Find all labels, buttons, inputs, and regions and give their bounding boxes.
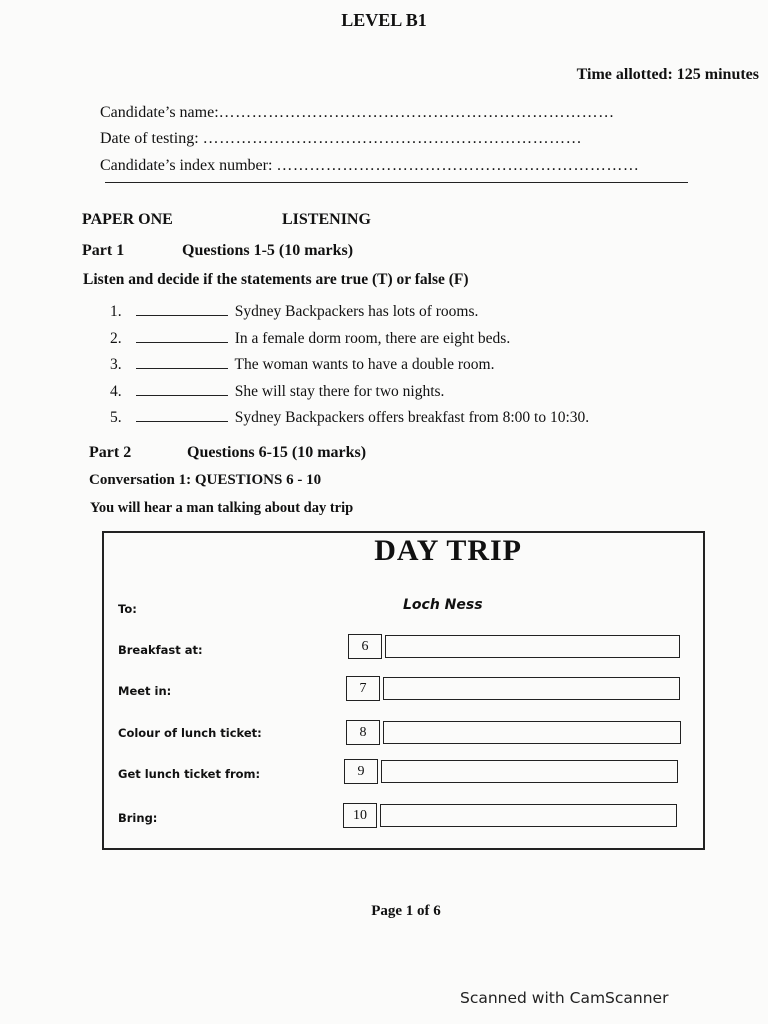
part1-questions: Questions 1-5 (10 marks) bbox=[182, 242, 354, 259]
statement-text: Sydney Backpackers has lots of rooms. bbox=[234, 303, 479, 320]
question-number: 9 bbox=[344, 759, 378, 784]
statement-number: 4. bbox=[110, 383, 122, 400]
date-of-testing-line bbox=[100, 130, 582, 148]
statement-row bbox=[110, 303, 478, 321]
answer-box[interactable] bbox=[383, 721, 681, 744]
candidate-name-field[interactable]: ……………………………………………………………… bbox=[218, 104, 615, 121]
candidate-name-line bbox=[100, 104, 615, 122]
bleed-through-text bbox=[300, 60, 303, 76]
form-title: DAY TRIP bbox=[374, 534, 522, 567]
question-number: 10 bbox=[343, 803, 377, 828]
part2-questions: Questions 6-15 (10 marks) bbox=[187, 444, 367, 461]
answer-box[interactable] bbox=[380, 804, 677, 827]
paper-label: PAPER ONE bbox=[82, 211, 173, 228]
destination-value: Loch Ness bbox=[403, 597, 483, 613]
page-number: Page 1 of 6 bbox=[371, 903, 441, 919]
field-label: Colour of lunch ticket: bbox=[118, 726, 262, 740]
field-label: Breakfast at: bbox=[118, 643, 203, 657]
statement-number: 2. bbox=[110, 330, 122, 347]
divider-line bbox=[105, 182, 688, 183]
statement-row bbox=[110, 409, 589, 427]
statement-text: In a female dorm room, there are eight beds. bbox=[234, 330, 511, 347]
statement-text: Sydney Backpackers offers breakfast from 8:00 to 10:30. bbox=[234, 409, 590, 426]
part1-label: Part 1 bbox=[82, 242, 125, 259]
question-number: 8 bbox=[346, 720, 380, 745]
field-label: Bring: bbox=[118, 811, 158, 825]
statement-number: 5. bbox=[110, 409, 122, 426]
statement-row bbox=[110, 330, 510, 348]
level-heading: LEVEL B1 bbox=[341, 10, 427, 30]
part2-label: Part 2 bbox=[89, 444, 132, 461]
statement-row bbox=[110, 356, 494, 374]
answer-blank[interactable] bbox=[136, 409, 228, 422]
question-number: 7 bbox=[346, 676, 380, 701]
scanner-watermark: Scanned with CamScanner bbox=[460, 989, 669, 1007]
answer-box[interactable] bbox=[381, 760, 678, 783]
statement-text: The woman wants to have a double room. bbox=[234, 356, 495, 373]
time-allotted: Time allotted: 125 minutes bbox=[576, 66, 759, 83]
paper-title: LISTENING bbox=[282, 211, 371, 228]
statement-text: She will stay there for two nights. bbox=[234, 383, 445, 400]
conversation-intro: You will hear a man talking about day trip bbox=[90, 500, 354, 516]
answer-box[interactable] bbox=[385, 635, 680, 658]
question-number: 6 bbox=[348, 634, 382, 659]
answer-blank[interactable] bbox=[136, 356, 228, 369]
answer-blank[interactable] bbox=[136, 383, 228, 396]
index-number-line bbox=[100, 157, 639, 175]
statement-row bbox=[110, 383, 444, 401]
field-label: Meet in: bbox=[118, 684, 172, 698]
statement-number: 3. bbox=[110, 356, 122, 373]
answer-box[interactable] bbox=[383, 677, 680, 700]
answer-blank[interactable] bbox=[136, 303, 228, 316]
candidate-name-label: Candidate’s name: bbox=[100, 104, 219, 121]
date-of-testing-field[interactable]: …………………………………………………………… bbox=[202, 130, 583, 147]
index-number-field[interactable]: ………………………………………………………… bbox=[276, 157, 640, 174]
answer-blank[interactable] bbox=[136, 330, 228, 343]
statement-number: 1. bbox=[110, 303, 122, 320]
date-of-testing-label: Date of testing: bbox=[100, 130, 199, 147]
index-number-label: Candidate’s index number: bbox=[100, 157, 273, 174]
part1-instruction: Listen and decide if the statements are true (T) or false (F) bbox=[83, 271, 469, 288]
to-label: To: bbox=[118, 602, 137, 616]
field-label: Get lunch ticket from: bbox=[118, 767, 261, 781]
conversation-heading: Conversation 1: QUESTIONS 6 - 10 bbox=[89, 472, 322, 488]
